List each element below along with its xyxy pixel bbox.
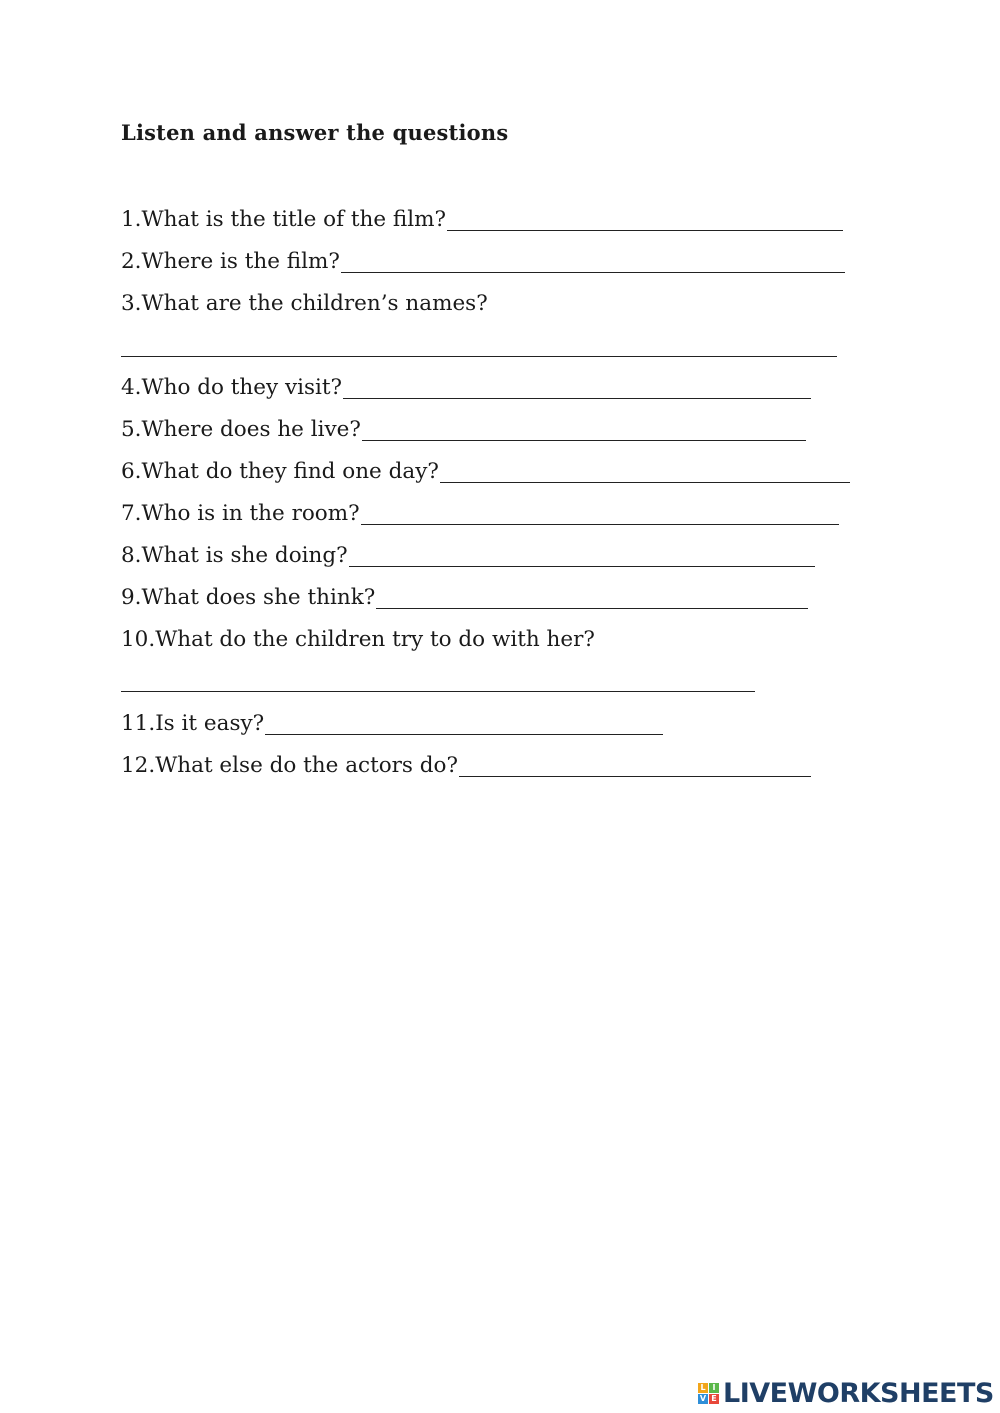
- answer-line[interactable]: [121, 355, 837, 357]
- question-text: 7.Who is in the room?: [121, 500, 360, 526]
- answer-line[interactable]: [343, 397, 811, 399]
- question-12: [121, 744, 811, 778]
- answer-line[interactable]: [265, 733, 663, 735]
- question-text: 6.What do they find one day?: [121, 458, 439, 484]
- logo-text: LIVEWORKSHEETS: [723, 1377, 994, 1409]
- logo-tile: V: [699, 1393, 707, 1403]
- answer-line[interactable]: [362, 439, 806, 441]
- logo-tile: L: [698, 1383, 708, 1393]
- question-9: [121, 576, 808, 610]
- question-7: [121, 492, 839, 526]
- logo-tile: E: [709, 1394, 719, 1404]
- question-10: [121, 618, 595, 652]
- question-8: [121, 534, 815, 568]
- question-2: [121, 240, 845, 274]
- question-text: 2.Where is the film?: [121, 248, 340, 274]
- answer-line[interactable]: [440, 481, 850, 483]
- liveworksheets-logo: [698, 1378, 994, 1408]
- question-text: 11.Is it easy?: [121, 710, 265, 736]
- question-5: [121, 408, 806, 442]
- answer-line[interactable]: [376, 607, 808, 609]
- logo-tiles-icon: [698, 1383, 719, 1404]
- question-11: [121, 702, 663, 736]
- question-text: 8.What is she doing?: [121, 542, 348, 568]
- worksheet-title: Listen and answer the questions: [121, 120, 509, 145]
- question-text: 4.Who do they visit?: [121, 374, 343, 400]
- question-text: 9.What does she think?: [121, 584, 376, 610]
- question-6: [121, 450, 850, 484]
- answer-line[interactable]: [447, 229, 843, 231]
- answer-line[interactable]: [341, 271, 845, 273]
- question-1: [121, 198, 843, 232]
- question-text: 12.What else do the actors do?: [121, 752, 459, 778]
- question-text: 5.Where does he live?: [121, 416, 361, 442]
- answer-line[interactable]: [121, 690, 755, 692]
- question-text: 10.What do the children try to do with her?: [121, 626, 595, 652]
- answer-line[interactable]: [349, 565, 815, 567]
- answer-line[interactable]: [459, 775, 811, 777]
- question-3: [121, 282, 488, 316]
- answer-line[interactable]: [361, 523, 839, 525]
- question-4: [121, 366, 811, 400]
- question-text: 3.What are the children’s names?: [121, 290, 488, 316]
- question-text: 1.What is the title of the film?: [121, 206, 447, 232]
- logo-tile: I: [709, 1383, 719, 1393]
